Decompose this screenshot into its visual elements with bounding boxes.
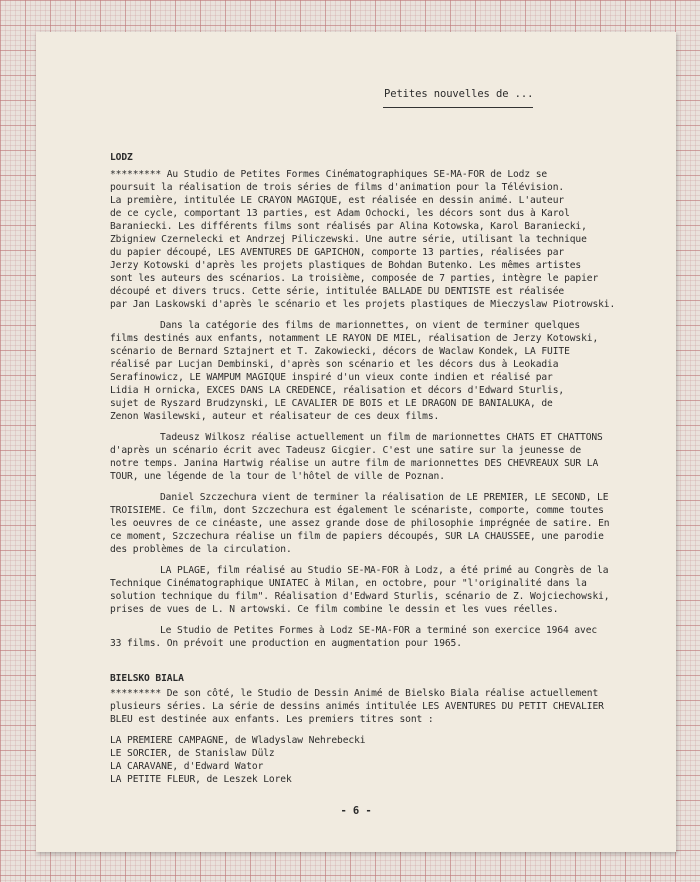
text-line: LA PLAGE, film réalisé au Studio SE-MA-FOR à Lodz, a été primé au Congrès de la [160, 565, 609, 576]
text-line: Technique Cinématographique UNIATEC à Milan, en octobre, pour "l'originalité dans la [110, 578, 587, 589]
text-line: Daniel Szczechura vient de terminer la réalisation de LE PREMIER, LE SECOND, LE [160, 492, 609, 503]
text-line: prises de vues de L. N artowski. Ce film combine le dessin et les vues réelles. [110, 604, 559, 615]
text-line: découpé et divers trucs. Cette série, intitulée BALLADE DU DENTISTE est réalisée [110, 286, 565, 297]
text-line: les oeuvres de ce cinéaste, une assez grande dose de philosophie imprégnée de satire. En [110, 518, 610, 529]
list-item: LE SORCIER, de Stanislaw Dülz [110, 748, 275, 759]
text-line: réalisé par Lucjan Dembinski, d'après son scénario et les décors dus à Leokadia [110, 359, 559, 370]
page-header: Petites nouvelles de ... [384, 88, 534, 100]
text-line: Le Studio de Petites Formes à Lodz SE-MA-FOR a terminé son exercice 1964 avec [160, 625, 598, 636]
text-line: Lidia H ornicka, EXCES DANS LA CREDENCE, réalisation et décors d'Edward Sturlis, [110, 385, 565, 396]
text-line: d'après un scénario écrit avec Tadeusz Gicgier. C'est une satire sur la jeunesse de [110, 445, 582, 456]
text-line: Baraniecki. Les différents films sont réalisés par Alina Kotowska, Karol Baraniecki, [110, 221, 587, 232]
text-line: Dans la catégorie des films de marionnettes, on vient de terminer quelques [160, 320, 581, 331]
list-item: LA PETITE FLEUR, de Leszek Lorek [110, 774, 292, 785]
text-line: 33 films. On prévoit une production en augmentation pour 1965. [110, 638, 462, 649]
text-line: Zbigniew Czernelecki et Andrzej Piliczewski. Une autre série, utilisant la technique [110, 234, 587, 245]
text-line: poursuit la réalisation de trois séries de films d'animation pour la Télévision. [110, 182, 565, 193]
text-line: BLEU est destinée aux enfants. Les premiers titres sont : [110, 714, 434, 725]
text-line: ********* De son côté, le Studio de Dessin Animé de Bielsko Biala réalise actuellement [110, 688, 599, 699]
text-line: Zenon Wasilewski, auteur et réalisateur de ces deux films. [110, 411, 440, 422]
header-underline [383, 107, 533, 108]
section-title-lodz: LODZ [110, 152, 133, 163]
list-item: LA CARAVANE, d'Edward Wator [110, 761, 264, 772]
text-line: Tadeusz Wilkosz réalise actuellement un film de marionnettes CHATS ET CHATTONS [160, 432, 603, 443]
text-line: La première, intitulée LE CRAYON MAGIQUE, est réalisée en dessin animé. L'auteur [110, 195, 565, 206]
text-line: de ce cycle, comportant 13 parties, est Adam Ochocki, les décors sont dus à Karol [110, 208, 570, 219]
text-line: scénario de Bernard Sztajnert et T. Zakowiecki, décors de Waclaw Kondek, LA FUITE [110, 346, 570, 357]
text-line: Jerzy Kotowski d'après les projets plastiques de Bohdan Butenko. Les mêmes artistes [110, 260, 582, 271]
page-number: - 6 - [340, 805, 372, 817]
text-line: TOUR, une légende de la tour de l'hôtel de ville de Poznan. [110, 471, 445, 482]
text-line: Serafinowicz, LE WAMPUM MAGIQUE inspiré d'un vieux conte indien et réalisé par [110, 372, 553, 383]
text-line: des problèmes de la circulation. [110, 544, 292, 555]
text-line: notre temps. Janina Hartwig réalise un autre film de marionnettes DES CHEVREAUX SUR LA [110, 458, 599, 469]
text-line: films destinés aux enfants, notamment LE RAYON DE MIEL, réalisation de Jerzy Kotowski, [110, 333, 599, 344]
text-line: sont les auteurs des scénarios. La troisième, composée de 7 parties, intègre le papier [110, 273, 599, 284]
list-item: LA PREMIERE CAMPAGNE, de Wladyslaw Nehrebecki [110, 735, 366, 746]
text-line: plusieurs séries. La série de dessins animés intitulée LES AVENTURES DU PETIT CHEVALIER [110, 701, 604, 712]
text-line: par Jan Laskowski d'après le scénario et les projets plastiques de Mieczyslaw Piotrowski. [110, 299, 616, 310]
typewritten-page [36, 32, 676, 852]
text-line: ce moment, Szczechura réalise un film de papiers découpés, SUR LA CHAUSSEE, une parodie [110, 531, 604, 542]
text-line: ********* Au Studio de Petites Formes Cinématographiques SE-MA-FOR de Lodz se [110, 169, 548, 180]
text-line: sujet de Ryszard Brudzynski, LE CAVALIER DE BOIS et LE DRAGON DE BANIALUKA, de [110, 398, 553, 409]
text-line: solution technique du film". Réalisation d'Edward Sturlis, scénario de Z. Wojciechowski, [110, 591, 610, 602]
text-line: TROISIEME. Ce film, dont Szczechura est également le scénariste, comporte, comme toutes [110, 505, 604, 516]
section-title-bielsko-biala: BIELSKO BIALA [110, 673, 184, 684]
text-line: du papier découpé, LES AVENTURES DE GAPICHON, comporte 13 parties, réalisées par [110, 247, 565, 258]
